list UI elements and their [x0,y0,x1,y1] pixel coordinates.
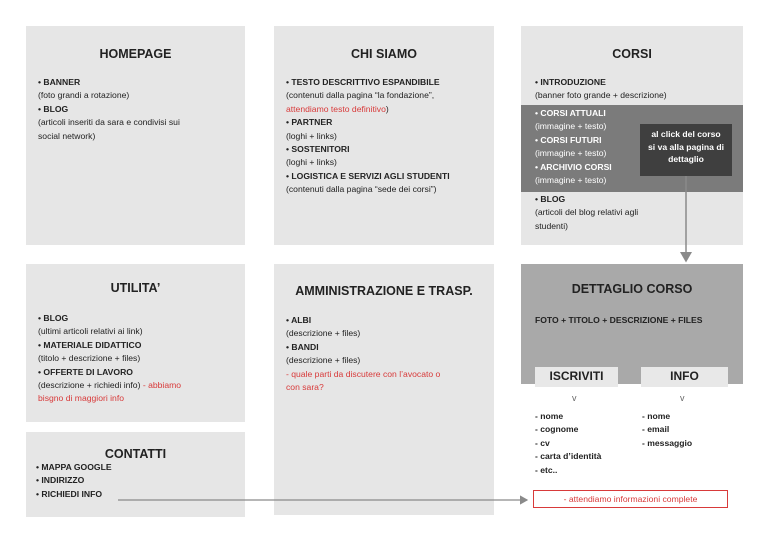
text-line: (foto grandi a rotazione) [38,90,130,101]
text-line: • INTRODUZIONE [535,77,606,87]
text-line: attendiamo testo definitivo) [286,103,389,114]
text-line: • PARTNER [286,117,333,128]
list-item: - cv [535,437,550,448]
list-item: - messaggio [642,437,693,448]
info-button[interactable]: INFO [641,367,728,387]
list-item: al click del corso [651,129,721,139]
text-line: • SOSTENITORI [286,144,350,155]
text-line: • MATERIALE DIDATTICO [38,339,142,350]
iscriviti-button[interactable]: ISCRIVITI [535,367,618,387]
dettaglio-corso-title: DETTAGLIO CORSO [571,282,693,296]
text-line: • BANDI [286,341,319,352]
text-line: • CORSI FUTURI [535,134,602,145]
text-line: (articoli inseriti da sara e condivisi sui [38,117,180,128]
text-line: • BANNER [38,77,81,87]
corsi-title: CORSI [612,47,652,61]
list-item: dettaglio [668,154,704,164]
text-line: social network) [38,130,96,141]
text-line: (articoli del blog relativi agli [535,207,639,218]
info-chevron-icon: v [680,393,685,403]
text-line: • INDIRIZZO [36,475,85,486]
text-line: con sara? [286,382,324,393]
list-item: si va alla pagina di [648,141,724,152]
pending-info-note: - attendiamo informazioni complete [533,490,728,508]
text-line: (loghi + links) [286,157,337,168]
text-line: • BLOG [38,313,69,323]
homepage-title: HOMEPAGE [99,47,172,61]
text-line: (immagine + testo) [535,121,607,132]
utilita-title: UTILITA’ [110,281,161,295]
text-line: • CORSI ATTUALI [535,108,606,118]
text-line: • ARCHIVIO CORSI [535,161,612,172]
text-line: (titolo + descrizione + files) [38,353,141,364]
amministrazione-title: AMMINISTRAZIONE E TRASP. [295,284,473,298]
list-item: - nome [642,411,671,421]
text-line: studenti) [535,220,568,231]
text-line: (banner foto grande + descrizione) [535,90,667,101]
text-line: • BLOG [38,103,69,114]
text-line: • MAPPA GOOGLE [36,462,112,472]
list-item: - nome [535,411,564,421]
text-line: • LOGISTICA E SERVIZI AGLI STUDENTI [286,170,450,181]
text-line: • ALBI [286,315,312,325]
text-line: (descrizione + files) [286,355,361,366]
text-line: bisgno di maggiori info [38,393,124,404]
dettaglio-corso-subtitle: FOTO + TITOLO + DESCRIZIONE + FILES [535,315,703,325]
text-line: (immagine + testo) [535,148,607,159]
list-item: - cognome [535,424,579,435]
text-line: (contenuti dalla pagina “sede dei corsi”) [286,184,437,195]
text-line: - quale parti da discutere con l’avocato o [286,368,441,379]
chi-siamo-title: CHI SIAMO [351,47,417,61]
text-line: (ultimi articoli relativi ai link) [38,326,143,337]
text-line: • OFFERTE DI LAVORO [38,366,133,377]
list-item: - carta d’identità [535,451,602,462]
iscriviti-chevron-icon: v [572,393,577,403]
list-item: - etc.. [535,464,558,475]
text-line: (descrizione + files) [286,328,361,339]
text-line: • RICHIEDI INFO [36,488,103,499]
text-line: (immagine + testo) [535,175,607,186]
text-line: • TESTO DESCRITTIVO ESPANDIBILE [286,77,440,87]
text-line: (descrizione + richiedi info) - abbiamo [38,380,182,391]
text-line: • BLOG [535,194,566,204]
contatti-title: CONTATTI [104,447,167,461]
list-item: - email [642,424,670,435]
text-line: (contenuti dalla pagina “la fondazione”, [286,90,435,101]
text-line: (loghi + links) [286,130,337,141]
